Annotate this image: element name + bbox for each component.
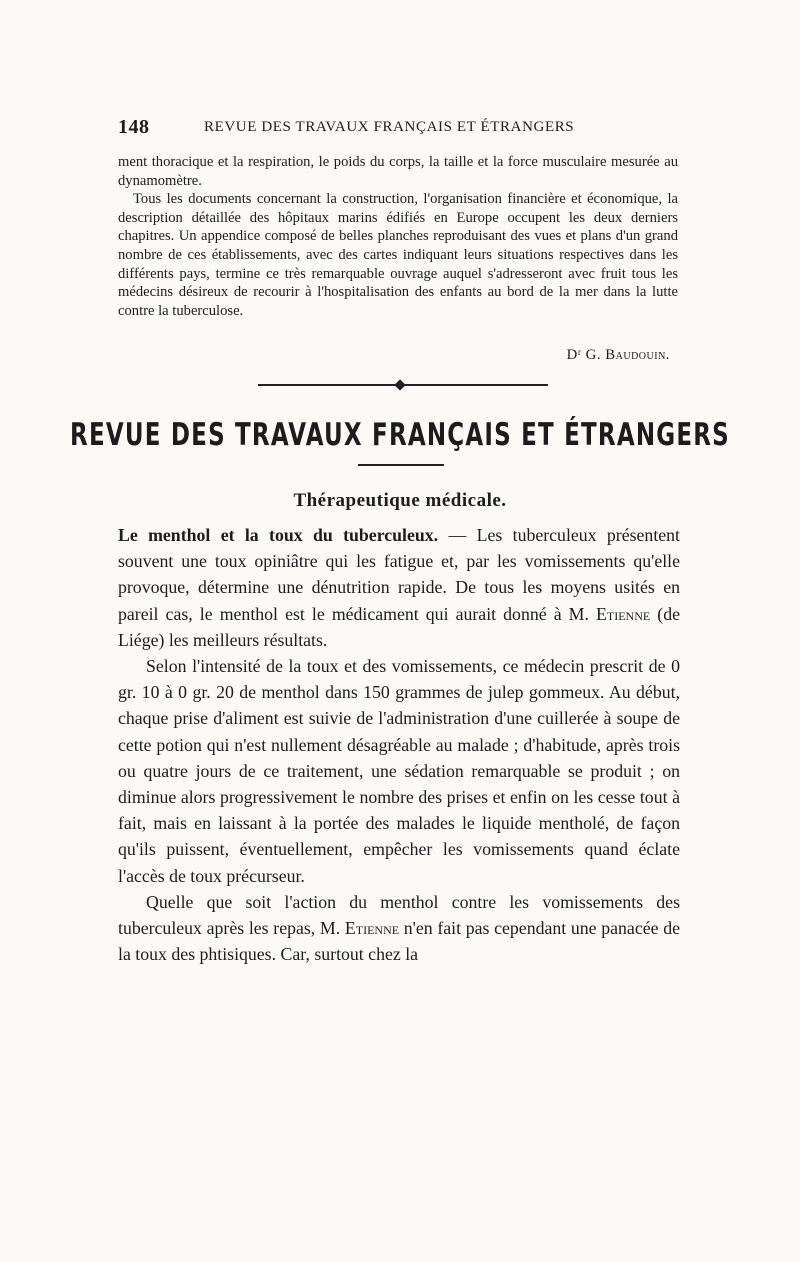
article-text: n'en fait pas cependant une panacée de la toux des phtisiques. Car, surtout chez la	[118, 918, 680, 965]
review-paragraph: Tous les documents concernant la construction, l'organisation financière et économique, la description détaillée des hôpitaux marins édifiés en Europe occupent les deux derniers chapitres. Un appendice composé de belles planches reproduisant des vues et plans d'un grand nombre de ces établissements, avec des cartes indiquant leurs situations respectives dans les différents pays, termine ce très remarquable ouvrage auquel s'adresseront avec fruit tous les médecins désireux de recourir à l'hospitalisation des enfants au bord de la mer dans la lutte contre la tuberculose.	[118, 191, 678, 319]
article-paragraph: Selon l'intensité de la toux et des vomissements, ce médecin prescrit de 0 gr. 10 à 0 gr. 20 de menthol dans 150 grammes de julep gommeux. Au début, chaque prise d'aliment est suivie de l'administration d'une cuillerée à soupe de cette potion qui n'est nullement désagréable au malade ; d'habitude, après trois ou quatre jours de ce traitement, une sédation remarquable se produit ; on diminue alors progressivement le nombre des prises et enfin on les cesse tout à fait, mais en laissant à la portée des malades le liquide mentholé, de façon qu'ils puissent, éventuellement, empêcher les vomissements quand éclate l'accès de toux précurseur.	[118, 656, 680, 886]
article-body	[118, 522, 680, 967]
page-header	[118, 116, 678, 142]
running-head: REVUE DES TRAVAUX FRANÇAIS ET ÉTRANGERS	[204, 119, 575, 135]
section-title: REVUE DES TRAVAUX FRANÇAIS ET ÉTRANGERS	[70, 418, 730, 454]
review-signature	[567, 347, 670, 364]
article-paragraph	[118, 522, 680, 653]
page-number: 148	[118, 116, 150, 138]
article-run-head: Le menthol et la toux du tuberculeux.	[118, 525, 439, 545]
subsection-title: Thérapeutique médicale.	[293, 490, 507, 511]
section-divider	[358, 464, 444, 466]
signature-name: Baudouin.	[605, 347, 670, 363]
article-text: (de Liége) les meilleurs résultats.	[118, 603, 680, 650]
ornamental-rule	[258, 381, 548, 389]
article-text: — Les tuberculeux présentent souvent une toux opiniâtre qui les fatigue et, par les vomissements qu'elle provoque, détermine une dénutrition rapide. De tous les moyens usités en pareil cas, le menthol est le médicament qui aurait donné à M.	[118, 525, 680, 624]
author-name: Etienne	[344, 918, 400, 939]
author-name: Etienne	[596, 603, 651, 624]
review-paragraph: ment thoracique et la respiration, le poids du corps, la taille et la force musculaire mesurée au dynamomètre.	[118, 154, 678, 189]
diamond-ornament-icon	[394, 379, 405, 390]
signature-prefix: Dʳ G.	[566, 347, 602, 363]
article-paragraph	[118, 889, 680, 968]
article-text: Quelle que soit l'action du menthol contre les vomissements des tuberculeux après les repas, M.	[118, 891, 680, 939]
book-review-text	[118, 153, 678, 320]
